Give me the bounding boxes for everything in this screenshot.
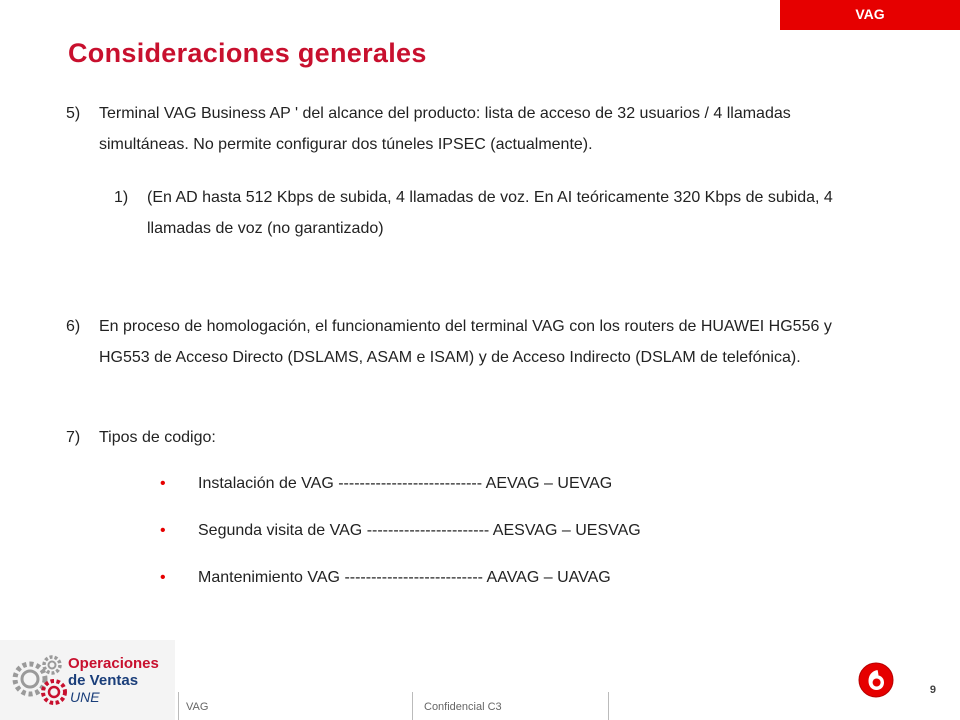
- section-tag: VAG: [780, 0, 960, 30]
- code-line-installation: Instalación de VAG --------------------------- AEVAG – UEVAG: [198, 475, 613, 492]
- list-item-7: [66, 422, 846, 453]
- code-line-maintenance: Mantenimiento VAG -------------------------- AAVAG – UAVAG: [198, 569, 611, 586]
- operaciones-ventas-logo: [8, 645, 168, 715]
- code-line-second-visit: Segunda visita de VAG ----------------------- AESVAG – UESVAG: [198, 522, 641, 539]
- list-number: 5): [66, 105, 81, 122]
- gears-icon: [15, 657, 65, 703]
- svg-text:de Ventas: de Ventas: [68, 672, 139, 689]
- list-subitem-1: [114, 182, 874, 244]
- list-number: 7): [66, 429, 81, 446]
- list-item-6: [66, 311, 876, 373]
- svg-text:UNE: UNE: [70, 689, 100, 705]
- list-number: 6): [66, 318, 81, 335]
- footer-divider: [178, 692, 179, 720]
- svg-text:Operaciones: Operaciones: [68, 655, 159, 672]
- list-item-5: [66, 98, 846, 160]
- page-number: 9: [929, 684, 936, 696]
- list-text: Terminal VAG Business AP ' del alcance del producto: lista de acceso de 32 usuarios / 4 llamadas simultáneas. No permite configurar dos túneles IPSEC (actualmente).: [99, 105, 791, 153]
- footer-left-label: VAG: [186, 701, 209, 713]
- footer-divider: [608, 692, 609, 720]
- list-text: En proceso de homologación, el funcionamiento del terminal VAG con los routers de HUAWEI HG556 y HG553 de Acceso Directo (DSLAMS, ASAM e ISAM) y de Acceso Indirecto (DSLAM de telefónica).: [99, 318, 832, 366]
- bullet-icon: •: [160, 569, 166, 586]
- footer-divider: [412, 692, 413, 720]
- list-number: 1): [114, 189, 129, 206]
- list-text: (En AD hasta 512 Kbps de subida, 4 llamadas de voz. En AI teóricamente 320 Kbps de subida, 4 llamadas de voz (no garantizado): [147, 189, 833, 237]
- list-text: Tipos de codigo:: [99, 429, 216, 446]
- bullet-icon: •: [160, 522, 166, 539]
- vodafone-logo-icon: [858, 662, 894, 698]
- page-title: Consideraciones generales: [68, 38, 427, 68]
- footer-confidentiality: Confidencial C3: [424, 701, 502, 713]
- bullet-icon: •: [160, 475, 166, 492]
